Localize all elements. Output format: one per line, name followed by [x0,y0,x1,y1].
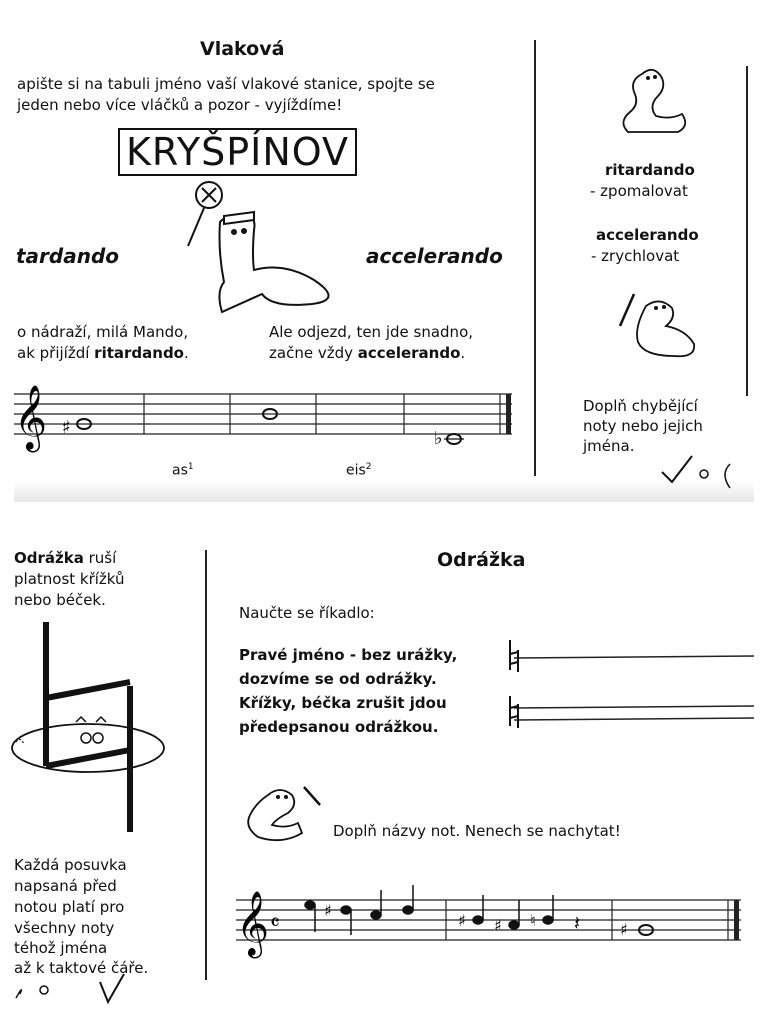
accidental-rule-line-2: napsaná před [14,877,117,895]
section-title-odrazka: Odrážka [437,549,526,571]
odrazka-note-bold: Odrážka [14,549,84,567]
section-title-vlakova: Vlaková [200,38,285,60]
accidental-rule-line-4: všechny noty [14,919,115,937]
snail-worm-top-illustration [620,66,690,136]
term-ritardando-def: - zpomalovat [590,182,688,200]
task-note-names: Doplň názvy not. Nenech se nachytat! [333,822,621,840]
verse-left-bold: ritardando [94,344,184,362]
term-ritardando: ritardando [605,161,695,179]
odrazka-note-line-2: platnost křížků [14,570,125,588]
bottom-divider-line [205,550,207,980]
svg-text:♯: ♯ [62,417,71,438]
svg-text:♯: ♯ [458,911,466,930]
accidental-rule-line-5: téhož jména [14,939,108,957]
page-edge-line-top [746,66,748,396]
natural-sign-practice-staves [500,636,760,736]
note-label-eis2-sup: 2 [365,462,372,472]
accidental-rule-line-3: notou platí pro [14,898,125,916]
verse-left-line-2 [17,343,189,364]
scan-shadow-band [14,480,754,502]
odrazka-note-rest: ruší [83,549,117,567]
rhyme-line-1: Pravé jméno - bez urážky, [239,646,458,664]
svg-text:♭: ♭ [434,428,443,449]
term-accelerando-def: - zrychlovat [591,247,680,265]
handwritten-check-mark-top [660,452,740,492]
intro-line-1: apište si na tabuli jméno vaší vlakové stanice, spojte se [17,75,435,93]
svg-text:𝄞: 𝄞 [236,891,270,956]
odrazka-note-line-3: nebo béček. [14,591,106,609]
verse-left-line-1: o nádraží, milá Mando, [17,323,189,341]
worm-pencil-bottom-illustration [238,783,338,853]
station-name-box: KRYŠPÍNOV [118,128,357,176]
music-staff-top [14,378,514,458]
task-missing-notes-line-3: jména. [583,437,635,455]
accidental-rule-line-6: až k taktové čáře. [14,959,149,977]
rhyme-line-3: Křížky, béčka zrušit jdou [239,694,447,712]
worm-stop-sign-illustration [182,180,332,320]
accidental-rule-line-1: Každá posuvka [14,856,127,874]
accelerando-heading: accelerando [366,244,503,268]
handwritten-check-mark-bottom [14,974,144,1014]
verse-left-suffix: . [183,344,189,362]
ritardando-heading: tardando [16,244,120,268]
odrazka-note-line-1 [14,548,116,569]
note-label-eis2 [346,457,372,482]
svg-text:♯: ♯ [494,916,502,935]
note-label-as1-text: as [172,462,188,479]
rhyme-line-2: dozvíme se od odrážky. [239,670,437,688]
task-missing-notes-line-2: noty nebo jejich [583,417,703,435]
rhyme-line-4: předepsanou odrážkou. [239,718,439,736]
svg-text:♯: ♯ [324,901,332,920]
task-missing-notes-line-1: Doplň chybějící [583,397,698,415]
verse-left-prefix: ak přijíždí [17,344,95,362]
verse-right-line-1: Ale odjezd, ten jde snadno, [269,323,474,341]
learn-rhyme-label: Naučte se říkadlo: [239,604,375,622]
note-label-eis2-text: eis [346,462,366,479]
note-label-as1 [172,457,194,482]
svg-text:♮: ♮ [530,911,536,930]
verse-right-bold: accelerando [357,344,461,362]
svg-text:𝄽: 𝄽 [574,911,581,935]
natural-sign-character-illustration [10,620,170,840]
worm-pencil-top-illustration [612,290,702,370]
term-accelerando: accelerando [596,226,699,244]
svg-text:𝄞: 𝄞 [14,385,48,450]
note-label-as1-sup: 1 [187,462,194,472]
svg-text:♯: ♯ [620,920,628,939]
verse-right-prefix: začne vždy [269,344,358,362]
verse-right-line-2 [269,343,465,364]
verse-right-suffix: . [460,344,466,362]
top-divider-line [534,40,536,476]
svg-text:𝄴: 𝄴 [270,911,280,936]
intro-line-2: jeden nebo více vláčků a pozor - vyjíždíme! [17,96,343,114]
music-staff-bottom [236,880,746,960]
